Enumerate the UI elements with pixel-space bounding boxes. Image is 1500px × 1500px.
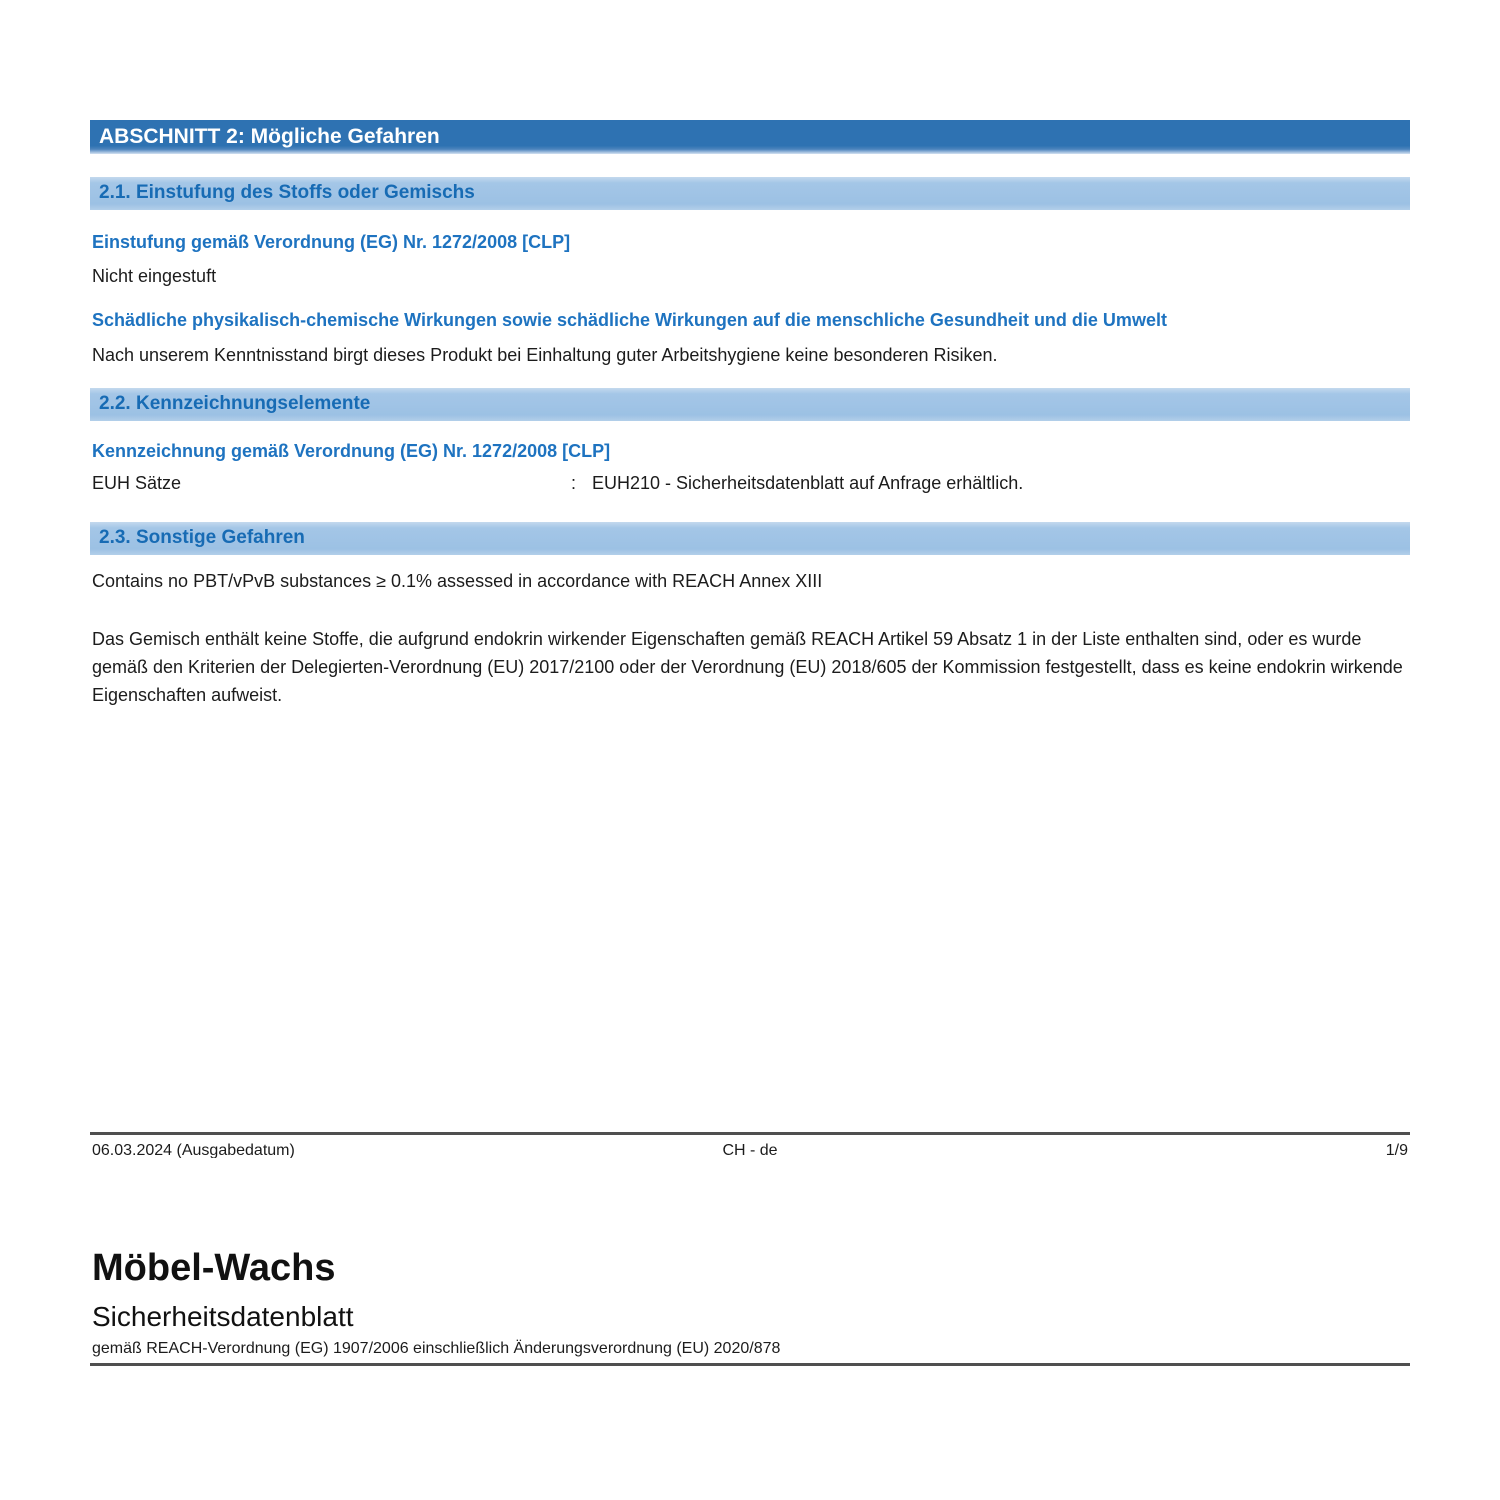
footer-locale: CH - de <box>722 1142 778 1158</box>
section-2-header-title: ABSCHNITT 2: Mögliche Gefahren <box>99 125 440 148</box>
regulation-note: gemäß REACH-Verordnung (EG) 1907/2006 einschließlich Änderungsverordnung (EU) 2020/878 <box>92 1340 781 1357</box>
page2-header-rule <box>90 1363 1410 1366</box>
footer-issue-date: 06.03.2024 (Ausgabedatum) <box>92 1142 295 1158</box>
euh-statements-separator: : <box>571 473 577 493</box>
classification-value-text: Nicht eingestuft <box>92 266 217 286</box>
section-2-header-bar <box>90 120 1410 154</box>
labelling-clp-heading: Kennzeichnung gemäß Verordnung (EG) Nr. 1272/2008 [CLP] <box>92 441 611 461</box>
adverse-effects-heading: Schädliche physikalisch-chemische Wirkungen sowie schädliche Wirkungen auf die menschliche Gesundheit und die Umwelt <box>92 310 1167 330</box>
classification-clp-heading: Einstufung gemäß Verordnung (EG) Nr. 1272/2008 [CLP] <box>92 232 571 252</box>
subsection-2-1-bar <box>90 177 1410 210</box>
page1-footer-rule <box>90 1132 1410 1135</box>
product-title: Möbel-Wachs <box>92 1247 336 1289</box>
euh-statements-value: EUH210 - Sicherheitsdatenblatt auf Anfrage erhältlich. <box>592 473 1024 493</box>
document-type-title: Sicherheitsdatenblatt <box>92 1301 354 1332</box>
endocrine-disruptor-paragraph: Das Gemisch enthält keine Stoffe, die aufgrund endokrin wirkender Eigenschaften gemäß REACH Artikel 59 Absatz 1 in der Liste enthalten sind, oder es wurde gemäß den Kriterien der Delegierten-Verordnung (EU) 2017/2100 oder der Verordnung (EU) 2018/605 der Kommission festgestellt, dass es keine endokrin wirkende Eigenschaften aufweist. <box>92 629 1403 705</box>
adverse-effects-text: Nach unserem Kenntnisstand birgt dieses Produkt bei Einhaltung guter Arbeitshygiene keine besonderen Risiken. <box>92 345 998 365</box>
page1-footer <box>90 1142 1410 1158</box>
subsection-2-1-title: 2.1. Einstufung des Stoffs oder Gemischs <box>99 182 475 203</box>
footer-page-number: 1/9 <box>1385 1142 1408 1158</box>
subsection-2-2-title: 2.2. Kennzeichnungselemente <box>99 393 371 414</box>
pbt-vpvb-text: Contains no PBT/vPvB substances ≥ 0.1% assessed in accordance with REACH Annex XIII <box>92 571 823 591</box>
euh-statements-label: EUH Sätze <box>92 473 182 493</box>
subsection-2-3-title: 2.3. Sonstige Gefahren <box>99 527 305 548</box>
subsection-2-2-bar <box>90 388 1410 421</box>
subsection-2-3-bar <box>90 522 1410 555</box>
